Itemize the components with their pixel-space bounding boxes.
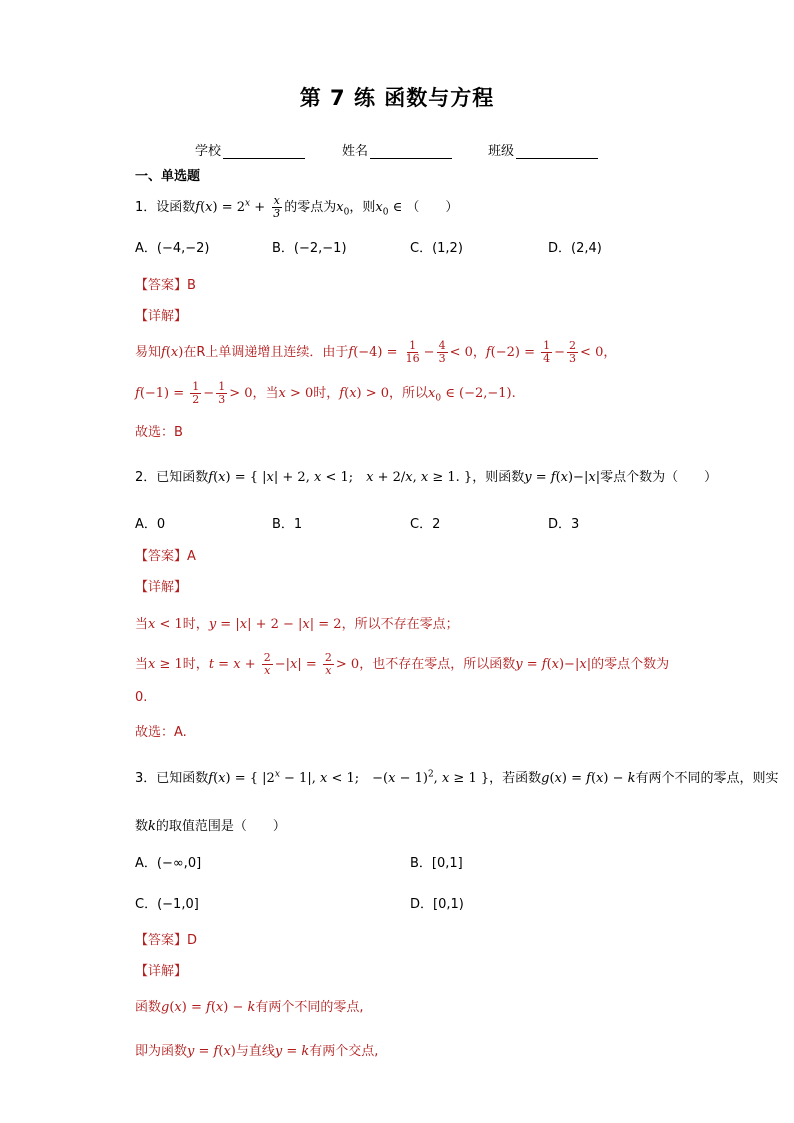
q3-option-a: A．(−∞,0] bbox=[135, 856, 202, 871]
class-field bbox=[488, 140, 598, 159]
q2-explanation-line2: 当x ≥ 1时，t = x + $\frac{2}{x}$ −|x| = $\frac{2}{x}$ > 0，也不存在零点，所以函数y = f(x)−|x|的零点个数为 bbox=[135, 651, 670, 677]
name-field bbox=[342, 140, 452, 159]
name-label: 姓名 bbox=[342, 144, 369, 159]
school-blank bbox=[223, 144, 305, 159]
q3-explanation-line2: 即为函数y = f(x)与直线y = k有两个交点, bbox=[135, 1044, 379, 1059]
q2-answer: 【答案】A bbox=[135, 549, 196, 564]
q2-detail-label: 【详解】 bbox=[135, 580, 188, 595]
q2-option-b: B．1 bbox=[272, 517, 303, 532]
q2-explanation-line3: 0. bbox=[135, 690, 148, 705]
q1-option-d: D．(2,4) bbox=[548, 241, 602, 256]
q3-detail-label: 【详解】 bbox=[135, 964, 188, 979]
q3-explanation-line1: 函数g(x) = f(x) − k有两个不同的零点, bbox=[135, 1000, 364, 1015]
q2-option-d: D．3 bbox=[548, 517, 580, 532]
page-title: 第 7 练 函数与方程 bbox=[299, 86, 495, 110]
school-field bbox=[195, 140, 305, 159]
section-heading: 一、单选题 bbox=[135, 169, 201, 184]
q3-stem-line2: 数k的取值范围是（ ） bbox=[135, 819, 286, 834]
q1-option-a: A．(−4,−2) bbox=[135, 241, 210, 256]
q3-option-b: B．[0,1] bbox=[410, 856, 463, 871]
q2-conclusion: 故选：A. bbox=[135, 725, 187, 740]
name-blank bbox=[370, 144, 452, 159]
class-blank bbox=[516, 144, 598, 159]
q3-option-d: D．[0,1) bbox=[410, 897, 464, 912]
school-label: 学校 bbox=[195, 144, 222, 159]
q3-answer: 【答案】D bbox=[135, 933, 198, 948]
class-label: 班级 bbox=[488, 144, 515, 159]
q1-conclusion: 故选：B bbox=[135, 425, 183, 440]
q2-option-c: C．2 bbox=[410, 517, 441, 532]
q1-stem: 1．设函数$f(x) = 2^x$ + $\frac{x}{3}$ 的零点为$x_0$，则$x_0$ ∈ （ ） bbox=[135, 194, 459, 220]
q1-option-c: C．(1,2) bbox=[410, 241, 463, 256]
q2-explanation-line1: 当x < 1时，y = |x| + 2 − |x| = 2，所以不存在零点； bbox=[135, 617, 459, 632]
q1-explanation-line2: f(−1) = $\frac{1}{2}$ − $\frac{1}{3}$ > 0，当x > 0时，f(x) > 0，所以$x_0$ ∈ (−2,−1). bbox=[135, 380, 516, 406]
q2-option-a: A．0 bbox=[135, 517, 166, 532]
q1-detail-label: 【详解】 bbox=[135, 309, 188, 324]
q3-stem: 3．已知函数f(x) = { $|2^x - 1|$, x < 1; $-(x - 1)^2$, x ≥ 1 }，若函数g(x) = f(x) − k有两个不同的零点，则实 bbox=[135, 769, 779, 786]
q3-option-c: C．(−1,0] bbox=[135, 897, 199, 912]
q2-stem: 2．已知函数f(x) = { |x| + 2, x < 1; x + 2/x, x ≥ 1. }，则函数y = f(x)−|x|零点个数为（ ） bbox=[135, 470, 718, 485]
q1-answer: 【答案】B bbox=[135, 278, 196, 293]
q1-option-b: B．(−2,−1) bbox=[272, 241, 347, 256]
q1-explanation-line1: 易知f(x)在R上单调递增且连续．由于f(−4) = $\frac{1}{16}$ − $\frac{4}{3}$ < 0，f(−2) = $\frac{1}{4}$ − $\frac{2}{3}$ < 0， bbox=[135, 339, 617, 365]
